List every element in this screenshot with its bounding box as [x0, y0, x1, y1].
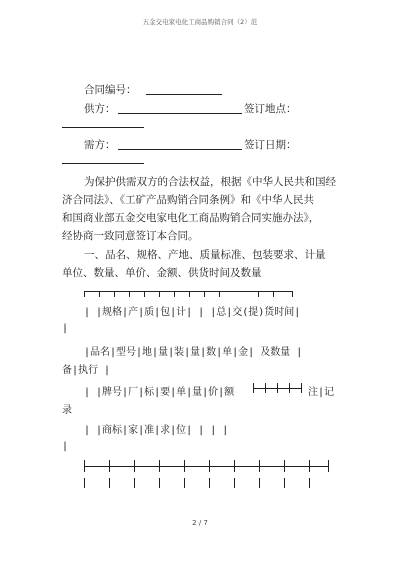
table-row: 备|执行 | [62, 365, 111, 376]
table-top-border [84, 291, 292, 292]
sign-place-blank [62, 127, 144, 128]
intro-line-4: 经协商一致同意签订本合同。 [62, 230, 199, 242]
table-row: 录 [62, 405, 72, 416]
table-row: | |规格|产|质|包|计| | |总|交(提)货时间| [84, 307, 301, 318]
contract-no-label: 合同编号： [84, 84, 137, 96]
supplier-label: 供方： [84, 103, 116, 115]
page-number: 2 / 7 [192, 519, 208, 527]
buyer-label: 需方： [84, 139, 116, 151]
sign-date-blank [62, 163, 144, 164]
table-row: 注|记 [308, 387, 335, 398]
clause1-line-1: 一、品名、规格、产地、质量标准、包装要求、计量 [84, 249, 326, 261]
contract-no-blank [146, 94, 222, 95]
table-row: |品名|型号|地|量|装|量|数|单|金| 及数量 | [84, 347, 303, 358]
intro-line-1: 为保护供需双方的合法权益，根据《中华人民共和国经 [84, 176, 336, 188]
clause1-line-2: 单位、数量、单价、金额、供货时间及数量 [62, 267, 262, 279]
table-row: | |牌号|厂|标|要|单|量|价|额 [84, 387, 235, 398]
table-row: | |商标|家|准|求|位| | | | [84, 425, 229, 436]
intro-line-2: 济合同法》、《工矿产品购销合同条例》和《中华人民共 [62, 194, 314, 206]
table-row: | [62, 441, 69, 452]
table-row: | [62, 323, 69, 334]
buyer-blank [118, 149, 242, 150]
sign-place-label: 签订地点： [244, 103, 297, 115]
table-bottom-border [84, 466, 328, 467]
supplier-blank [118, 113, 242, 114]
sign-date-label: 签订日期： [244, 139, 297, 151]
page-header: 五金交电家电化工商品购销合同（2）范 [142, 18, 258, 26]
intro-line-3: 和国商业部五金交电家电化工商品购销合同实施办法》， [62, 212, 320, 224]
